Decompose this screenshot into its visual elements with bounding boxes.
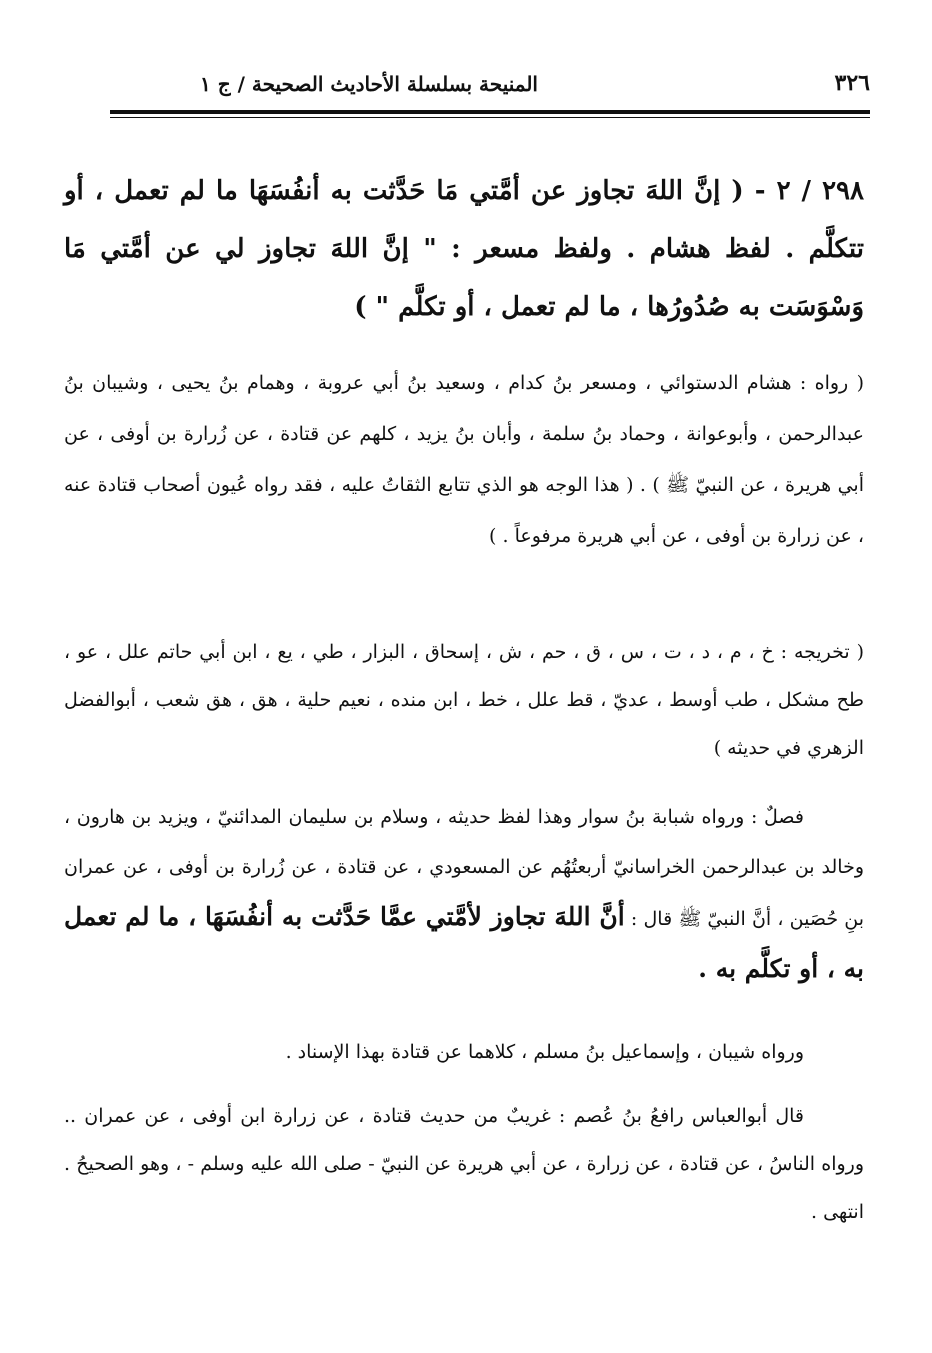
takhrij-paragraph: ( تخريجه : خ ، م ، د ، ت ، س ، ق ، حم ، ش ، إسحاق ، البزار ، طي ، يع ، ابن أبي حاتم علل ، عو ، طح مشكل ، طب أوسط ، عديّ ، قط علل ، خط ، ابن منده ، نعيم حلية ، هق ، هق شعب ، أبوالفضل الزهري في حديثه ) bbox=[64, 641, 864, 759]
rawahu-paragraph: ورواه شيبان ، وإسماعيل بنُ مسلم ، كلاهما عن قتادة بهذا الإسناد . bbox=[285, 1041, 804, 1063]
page-number: ٣٢٦ bbox=[834, 70, 870, 96]
book-title: المنيحة بسلسلة الأحاديث الصحيحة / ج ١ bbox=[200, 72, 538, 96]
header-rule-thin bbox=[110, 117, 870, 118]
narration-paragraph: ( رواه : هشام الدستوائي ، ومسعر بنُ كدام ، وسعيد بنُ أبي عروبة ، وهمام بنُ يحيى ، وشيبان بنُ عبدالرحمن ، وأبوعوانة ، وحماد بنُ سلمة ، وأبان بنُ يزيد ، كلهم عن قتادة ، عن زُرارة بن أوفى ، عن أبي هريرة ، عن النبيّ ﷺ ) . ( هذا الوجه هو الذي تتابع الثقاتُ عليه ، فقد رواه عُيون أصحاب قتادة عنه ، عن زرارة بن أوفى ، عن أبي هريرة مرفوعاً . ) bbox=[64, 372, 864, 547]
running-header bbox=[110, 70, 870, 104]
fasl-intro: فصلٌ : ورواه شبابة بنُ سوار وهذا لفظ حديثه ، وسلام بن سليمان المدائنيّ ، ويزيد بن هارون ، وخالد بن عبدالرحمن الخراسانيّ أربعتُهُم عن المسعودي ، عن قتادة ، عن زُرارة بن أوفى ، عن عمران بنِ حُصَين ، أنَّ النبيّ ﷺ قال : bbox=[64, 806, 864, 930]
fasl-paragraph bbox=[64, 792, 864, 996]
qala-paragraph: قال أبوالعباس رافعُ بنُ عُصم : غريبٌ من حديث قتادة ، عن زرارة ابن أوفى ، عن عمران .. ورواه الناسُ ، عن قتادة ، عن زرارة ، عن أبي هريرة عن النبيّ - صلى الله عليه وسلم - ، وهو الصحيحُ . انتهى . bbox=[64, 1105, 864, 1223]
fasl-matn: أنَّ اللهَ تجاوز لأمَّتي عمَّا حَدَّثت به أنفُسَهَا ، ما لم تعمل به ، أو تكلَّم به . bbox=[64, 902, 864, 983]
hadith-body: ( إنَّ اللهَ تجاوز عن أمَّتي مَا حَدَّثت به أنفُسَهَا ما لم تعمل ، أو تتكلَّم . لفظ هشام . ولفظ مسعر : " إنَّ اللهَ تجاوز لي عن أمَّتي مَا وَسْوَسَت به صُدُورُها ، ما لم تعمل ، أو تكلَّم " ) bbox=[64, 176, 864, 322]
hadith-number: ٢٩٨ / ٢ - bbox=[754, 176, 864, 206]
header-rule-thick bbox=[110, 110, 870, 114]
hadith-text bbox=[64, 162, 864, 336]
